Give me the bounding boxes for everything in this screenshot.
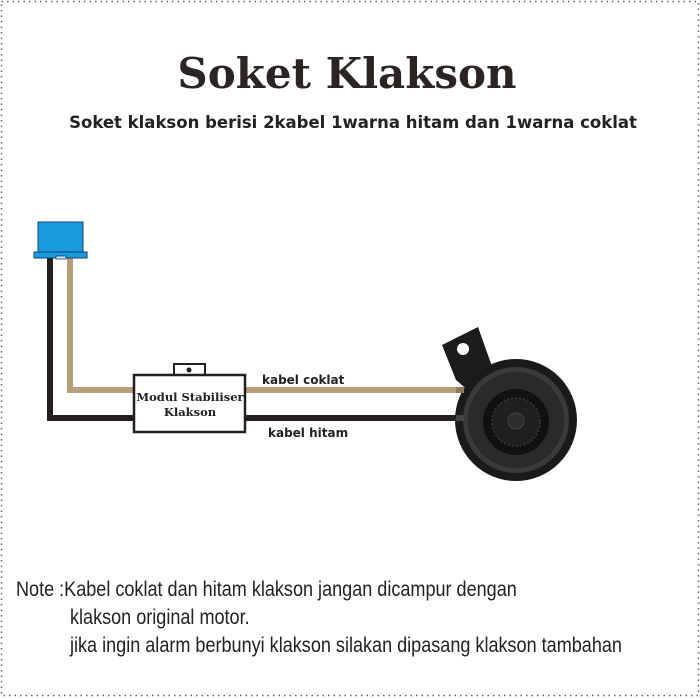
- brown-wire-left: [70, 256, 134, 390]
- page-title: Soket Klakson: [177, 49, 517, 98]
- black-wire-label: kabel hitam: [268, 426, 349, 440]
- black-wire-left: [50, 256, 134, 418]
- module-label-line1: Modul Stabiliser: [136, 390, 244, 404]
- note-line-1: Note :Kabel coklat dan hitam klakson jangan dicampur dengan: [15, 577, 517, 602]
- horn-icon: [442, 327, 577, 481]
- note-line-3: jika ingin alarm berbunyi klakson silakan dipasang klakson tambahan: [69, 633, 622, 658]
- subtitle: Soket klakson berisi 2kabel 1warna hitam dan 1warna coklat: [69, 113, 637, 132]
- module-label-line2: Klakson: [163, 405, 217, 419]
- brown-wire-label: kabel coklat: [262, 373, 345, 387]
- socket-connector-icon: [34, 222, 87, 259]
- note-line-2: klakson original motor.: [69, 605, 250, 630]
